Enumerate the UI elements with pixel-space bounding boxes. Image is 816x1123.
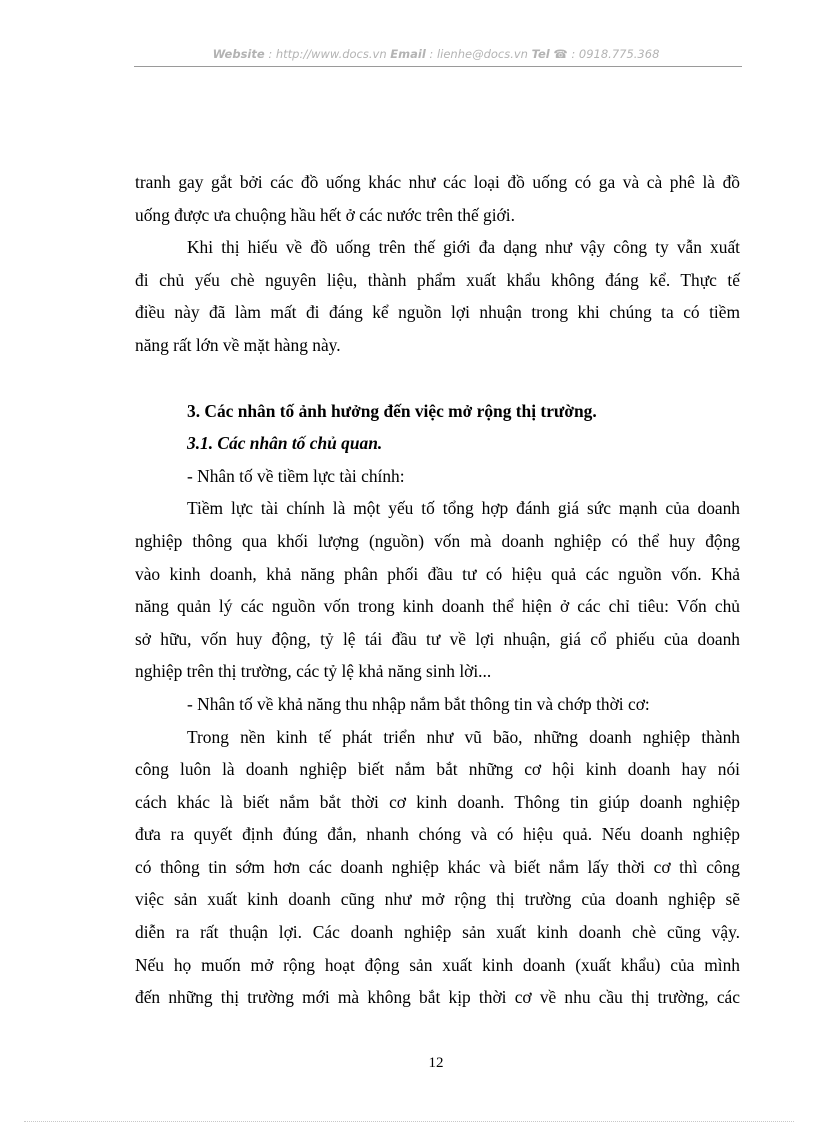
text-line: nghiệp trên thị trường, các tỷ lệ khả năng sinh lời... [135, 661, 492, 682]
email-value: : lienhe@docs.vn [425, 47, 532, 61]
text-line: diễn ra rất thuận lợi. Các doanh nghiệp sản xuất kinh doanh chè cũng vậy. [135, 922, 740, 943]
text-line: nghiệp thông qua khối lượng (nguồn) vốn mà doanh nghiệp có thể huy động [135, 530, 740, 551]
footer-divider [24, 1121, 794, 1122]
paragraph-gap [135, 362, 740, 395]
document-body [135, 166, 740, 1014]
text-line: tranh gay gắt bởi các đồ uống khác như các loại đồ uống có ga và cà phê là đồ [135, 172, 740, 192]
text-line: công luôn là doanh nghiệp biết nắm bắt những cơ hội kinh doanh hay nói [135, 759, 740, 780]
tel-value: : 0918.775.368 [567, 47, 660, 61]
text-line: sở hữu, vốn huy động, tỷ lệ tái đầu tư về lợi nhuận, giá cổ phiếu của doanh [135, 628, 740, 649]
text-line: năng quản lý các nguồn vốn trong kinh doanh thể hiện ở các chỉ tiêu: Vốn chủ [135, 596, 740, 617]
text-line: Khi thị hiếu về đồ uống trên thế giới đa dạng như vậy công ty vẫn xuất [187, 237, 740, 258]
text-line: Trong nền kinh tế phát triển như vũ bão, những doanh nghiệp thành [187, 726, 740, 747]
section-heading: 3. Các nhân tố ảnh hưởng đến việc mở rộng thị trường. [187, 400, 597, 421]
text-line: Nếu họ muốn mở rộng hoạt động sản xuất kinh doanh (xuất khẩu) của mình [135, 954, 740, 975]
phone-icon: ☎ [553, 47, 568, 61]
text-line: vào kinh doanh, khả năng phân phối đầu tư có hiệu quả các nguồn vốn. Khả [135, 563, 740, 584]
text-line: Tiềm lực tài chính là một yếu tố tổng hợp đánh giá sức mạnh của doanh [187, 498, 740, 519]
text-line: điều này đã làm mất đi đáng kể nguồn lợi nhuận trong khi chúng ta có tiềm [135, 302, 740, 323]
website-label: Website [212, 47, 265, 61]
text-line: đến những thị trường mới mà không bắt kịp thời cơ về nhu cầu thị trường, các [135, 987, 740, 1008]
text-line: đi chủ yếu chè nguyên liệu, thành phẩm xuất khẩu không đáng kể. Thực tế [135, 269, 740, 290]
text-line: việc sản xuất kinh doanh cũng như mở rộng thị trường của doanh nghiệp sẽ [135, 889, 740, 910]
list-item: - Nhân tố về khả năng thu nhập nắm bắt thông tin và chớp thời cơ: [187, 693, 650, 714]
header-divider [134, 66, 742, 67]
text-line: năng rất lớn về mặt hàng này. [135, 334, 341, 355]
list-item: - Nhân tố về tiềm lực tài chính: [187, 465, 405, 486]
subsection-heading: 3.1. Các nhân tố chủ quan. [187, 433, 383, 454]
text-line: có thông tin sớm hơn các doanh nghiệp khác và biết nắm lấy thời cơ thì công [135, 856, 740, 877]
text-line: uống được ưa chuộng hầu hết ở các nước trên thế giới. [135, 204, 515, 225]
page-number: 12 [428, 1055, 444, 1071]
text-line: cách khác là biết nắm bắt thời cơ kinh doanh. Thông tin giúp doanh nghiệp [135, 791, 740, 812]
website-value: : http://www.docs.vn [264, 47, 391, 61]
email-label: Email [390, 47, 426, 61]
text-line: đưa ra quyết định đúng đắn, nhanh chóng và có hiệu quả. Nếu doanh nghiệp [135, 824, 740, 845]
tel-label: Tel [531, 47, 550, 61]
page-header [130, 46, 742, 62]
